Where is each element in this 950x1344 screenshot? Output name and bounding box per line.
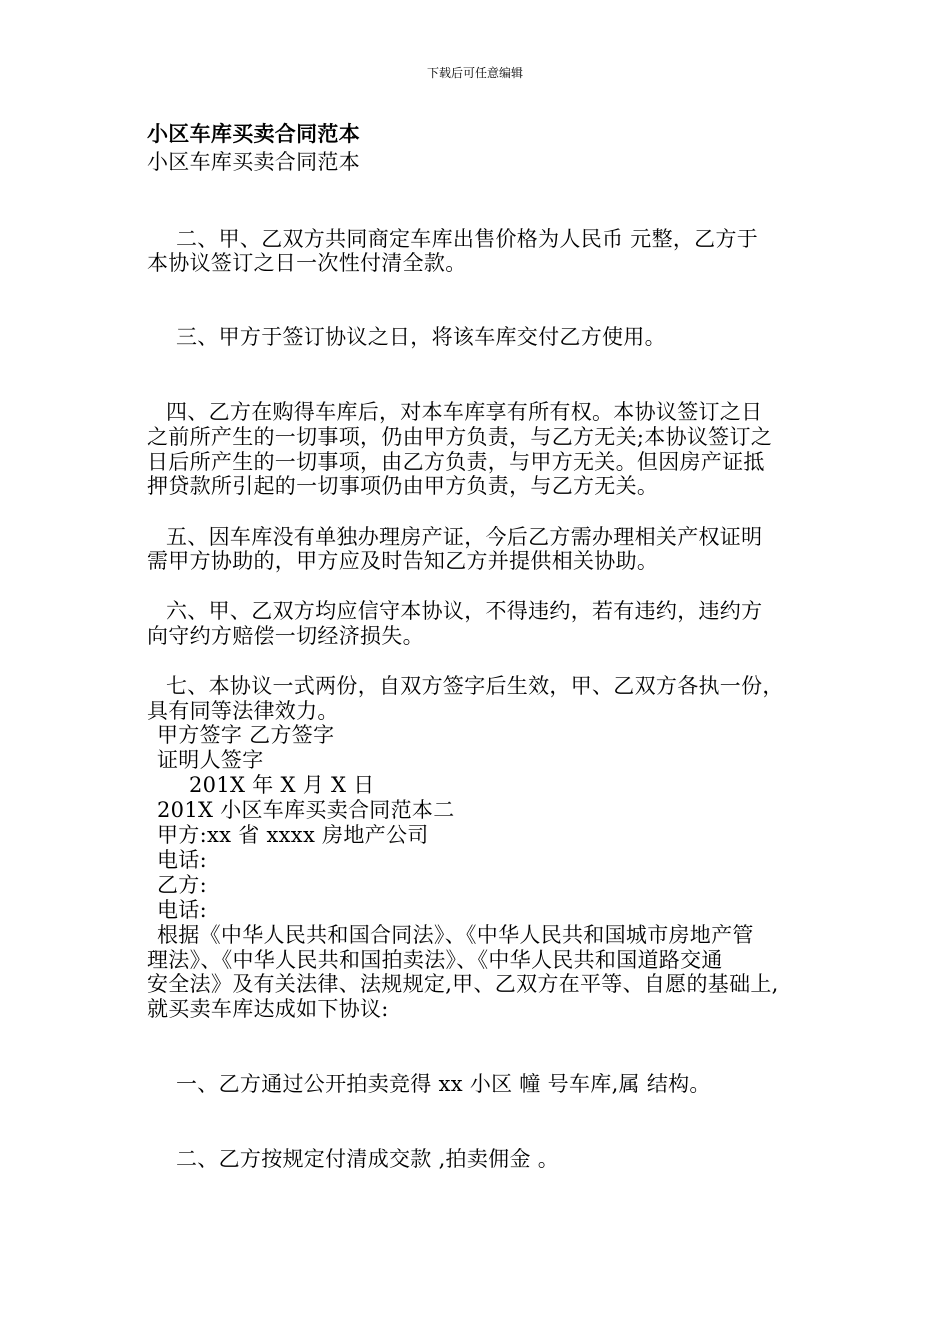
party-a-phone: 电话: bbox=[157, 848, 207, 872]
signature-date: 201X 年 X 月 X 日 bbox=[189, 773, 375, 797]
clause-4-line-2: 之前所产生的一切事项，仍由甲方负责，与乙方无关;本协议签订之 bbox=[147, 425, 773, 449]
party-a: 甲方:xx 省 xxxx 房地产公司 bbox=[157, 823, 429, 847]
clause-5-line-1: 五、因车库没有单独办理房产证，今后乙方需办理相关产权证明 bbox=[166, 525, 763, 549]
basis-line-1: 根据《中华人民共和国合同法》、《中华人民共和国城市房地产管 bbox=[157, 923, 754, 947]
document-subtitle: 小区车库买卖合同范本 bbox=[147, 150, 360, 174]
basis-line-2: 理法》、《中华人民共和国拍卖法》、《中华人民共和国道路交通 bbox=[147, 948, 723, 972]
clause-6-line-1: 六、甲、乙双方均应信守本协议，不得违约，若有违约，违约方 bbox=[166, 599, 763, 623]
page-header: 下载后可任意编辑 bbox=[426, 66, 523, 80]
party-signatures: 甲方签字 乙方签字 bbox=[157, 723, 335, 747]
clause-2-line-1: 二、甲、乙双方共同商定车库出售价格为人民币 元整，乙方于 bbox=[176, 227, 759, 251]
basis-line-3: 安全法》及有关法律、法规规定,甲、乙双方在平等、自愿的基础上, bbox=[147, 972, 779, 996]
clause-5-line-2: 需甲方协助的，甲方应及时告知乙方并提供相关协助。 bbox=[147, 549, 659, 573]
witness-signature: 证明人签字 bbox=[157, 748, 264, 772]
second-contract-title: 201X 小区车库买卖合同范本二 bbox=[157, 798, 455, 822]
second-clause-2: 二、乙方按规定付清成交款 ,拍卖佣金 。 bbox=[176, 1147, 560, 1171]
clause-4-line-4: 押贷款所引起的一切事项仍由甲方负责，与乙方无关。 bbox=[147, 474, 659, 498]
clause-6-line-2: 向守约方赔偿一切经济损失。 bbox=[147, 624, 424, 648]
clause-4-line-3: 日后所产生的一切事项，由乙方负责，与甲方无关。但因房产证抵 bbox=[147, 450, 765, 474]
document-title: 小区车库买卖合同范本 bbox=[147, 121, 360, 146]
clause-3-line-1: 三、甲方于签订协议之日，将该车库交付乙方使用。 bbox=[176, 325, 666, 349]
second-clause-1: 一、乙方通过公开拍卖竞得 xx 小区 幢 号车库,属 结构。 bbox=[176, 1072, 711, 1096]
clause-7-line-1: 七、本协议一式两份，自双方签字后生效，甲、乙双方各执一份， bbox=[166, 674, 784, 698]
clause-2-line-2: 本协议签订之日一次性付清全款。 bbox=[147, 251, 467, 275]
clause-7-line-2: 具有同等法律效力。 bbox=[147, 699, 339, 723]
basis-line-4: 就买卖车库达成如下协议: bbox=[147, 997, 389, 1021]
clause-4-line-1: 四、乙方在购得车库后，对本车库享有所有权。本协议签订之日 bbox=[166, 400, 763, 424]
party-b-phone: 电话: bbox=[157, 898, 207, 922]
party-b: 乙方: bbox=[157, 873, 207, 897]
